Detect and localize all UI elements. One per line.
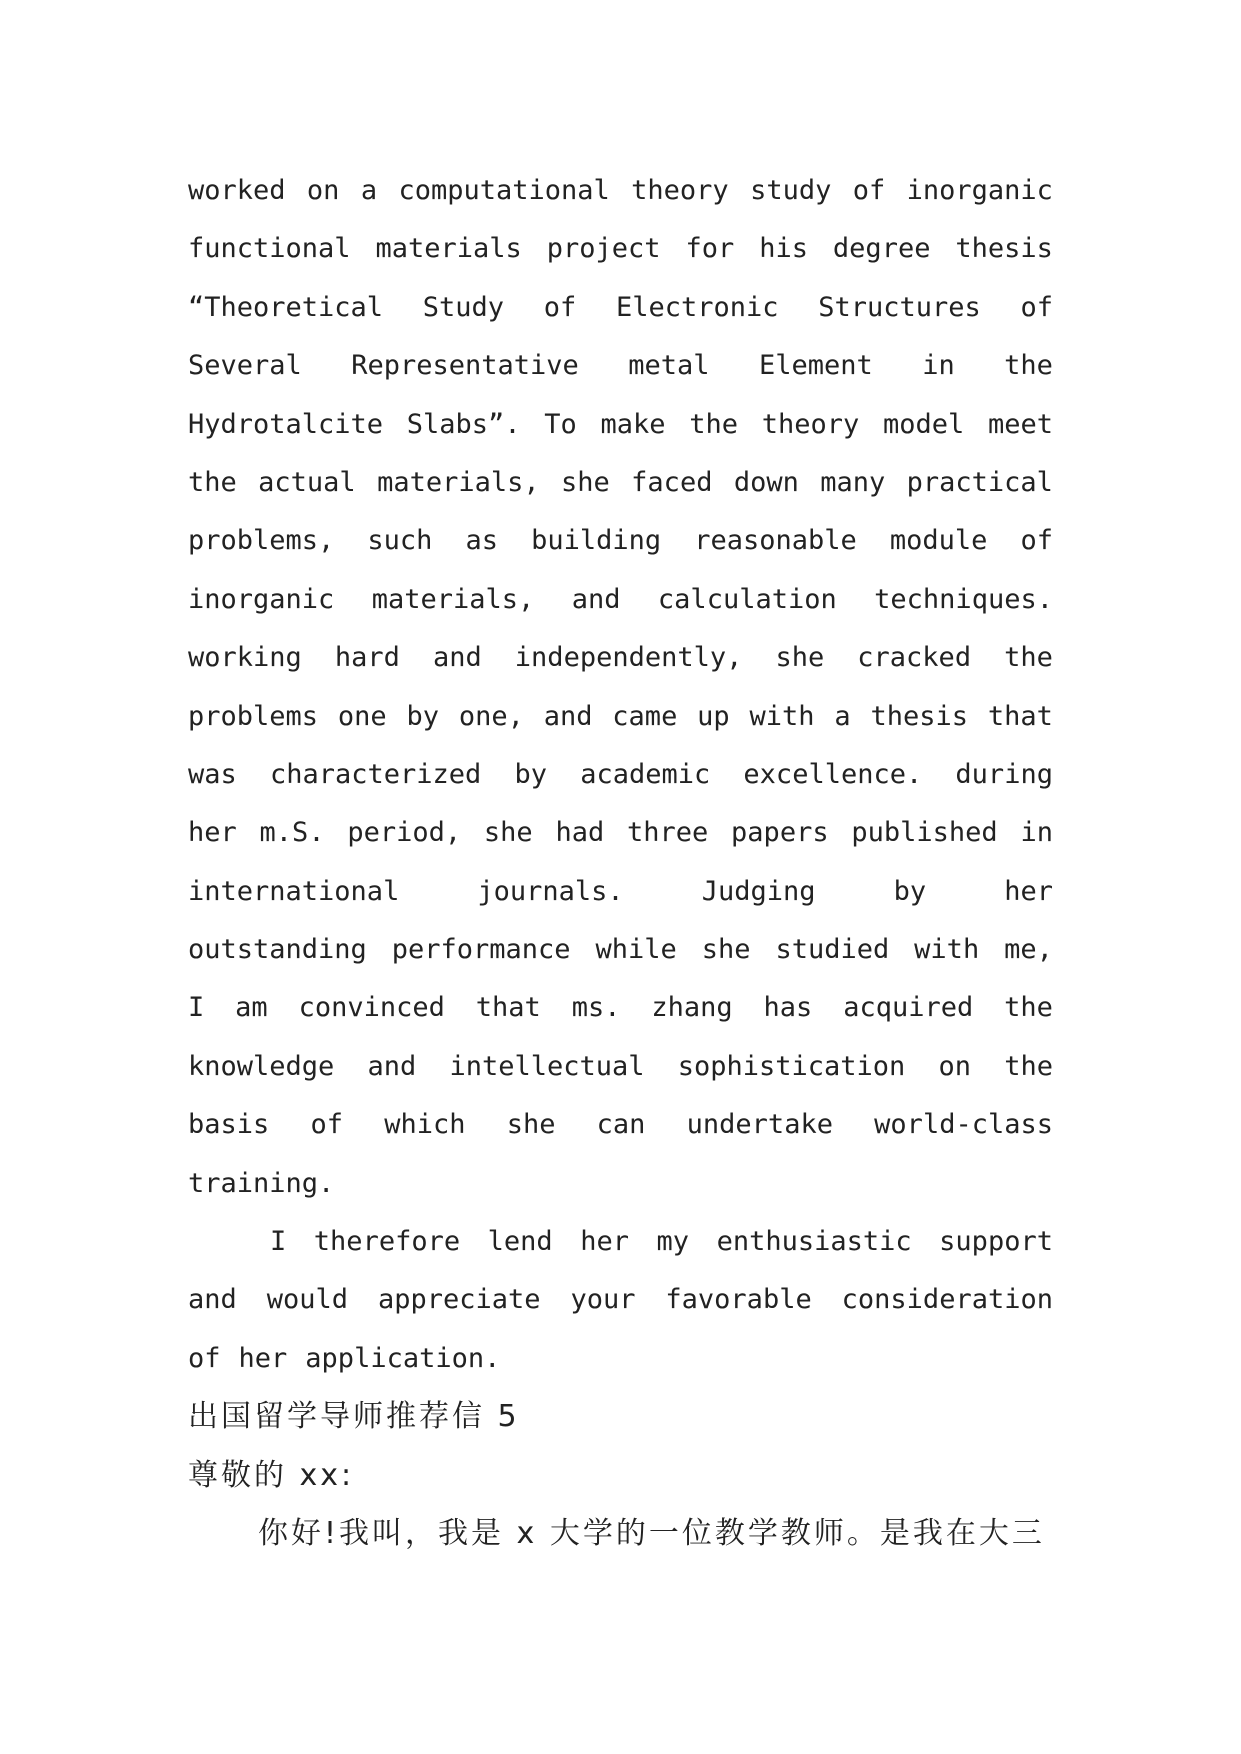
word: zhang [651,992,733,1024]
word: Judging [701,875,816,907]
word: I [188,992,205,1024]
word: your [570,1284,636,1316]
word: To [544,408,577,440]
word: as [465,525,499,557]
word: of [1020,291,1053,323]
word: support [939,1226,1053,1258]
text-line [188,454,1053,512]
word: by [893,875,927,907]
word: Hydrotalcite [188,408,384,440]
word: ms. [571,992,621,1024]
word: application. [305,1342,501,1374]
word: sophistication [677,1050,906,1082]
word: “Theoretical [188,291,384,323]
text-line [188,1038,1053,1096]
word: make [600,408,666,440]
word: project [546,233,661,265]
word: excellence. [743,758,923,790]
word: would [266,1284,348,1316]
word: model [882,408,965,440]
word: Study [422,291,505,323]
heading-text: 出国留学导师推荐信 5 [188,1399,520,1435]
word: by [514,758,547,790]
text-line [188,396,1053,454]
word: practical [906,466,1053,498]
word: her [1004,875,1053,907]
word: therefore [313,1226,461,1258]
word: convinced [298,992,445,1024]
word: one [337,700,387,732]
text-line [188,921,1053,979]
word: that [987,700,1053,732]
word: her [238,1342,288,1374]
word: building [531,525,662,557]
text-line [188,1096,1053,1154]
word: had [555,817,605,849]
word: the [689,408,739,440]
text-line [188,571,1053,629]
word: can [596,1109,646,1141]
word: which [384,1109,466,1141]
word: and [367,1050,417,1082]
text-line [188,1330,1053,1388]
word: thesis [870,700,968,732]
word: his [759,233,808,265]
text-line [188,279,1053,337]
word: actual [258,466,356,498]
word: materials [375,233,522,265]
word: favorable [665,1284,812,1316]
word: knowledge [188,1050,335,1082]
word: academic [580,758,711,790]
word: has [763,992,813,1024]
word: of [543,291,577,323]
word: the [1004,350,1053,382]
word: theory [761,408,860,440]
word: she [506,1109,556,1141]
word: training. [188,1167,335,1199]
word: meet [987,408,1053,440]
text-line [188,512,1053,570]
word: three [627,817,709,849]
word: a [360,175,378,206]
word: acquired [843,992,974,1024]
text-line [188,746,1053,804]
word: period, [347,817,462,849]
word: I [270,1226,287,1258]
section-heading [188,1388,1053,1446]
word: functional [188,233,351,265]
word: hard [334,642,400,674]
text-line [188,162,1053,220]
word: the [1004,1050,1053,1082]
word: m.S. [259,817,325,849]
word: of [1020,525,1053,557]
text-line [188,1271,1053,1329]
word: such [367,525,433,557]
word: in [1020,817,1053,849]
word: module [889,525,988,557]
word: cracked [857,642,972,674]
word: was [188,758,237,790]
opening-text: 你好!我叫，我是 x 大学的一位教学教师。是我在大三 [258,1515,1045,1551]
text-line [188,863,1053,921]
word: a [834,700,851,732]
word: basis [188,1109,270,1141]
word: consideration [841,1284,1053,1316]
word: with [914,934,980,966]
text-line [188,688,1053,746]
word: papers [731,817,829,849]
text-line [188,337,1053,395]
word: my [656,1226,690,1258]
word: am [235,992,268,1024]
word: she [483,817,533,849]
text-line [188,804,1053,862]
text-line [188,1213,1053,1271]
word: the [1004,642,1053,674]
word: working [188,642,302,674]
word: computational [398,175,610,206]
letter-body [188,162,1053,1563]
word: calculation [657,583,837,615]
word: and [188,1284,237,1316]
text-line [188,1155,1053,1213]
word: faced [631,466,713,498]
word: and [543,700,593,732]
word: she [701,934,751,966]
word: with [749,700,815,732]
word: up [697,700,730,732]
word: on [938,1050,972,1082]
word: performance [391,934,571,966]
word: Several [188,350,302,382]
word: outstanding [188,934,367,966]
word: for [685,233,735,265]
word: she [775,642,825,674]
word: came [612,700,678,732]
word: characterized [269,758,482,790]
salutation-text: 尊敬的 xx: [188,1457,355,1493]
word: studied [775,934,890,966]
word: problems, [188,525,335,557]
word: that [475,992,541,1024]
word: undertake [686,1109,833,1141]
word: Structures [818,291,981,323]
word: appreciate [377,1284,541,1316]
word: world-class [874,1109,1053,1141]
word: problems [188,700,319,732]
word: her [580,1226,629,1258]
word: enthusiastic [716,1226,912,1258]
word: Electronic [615,291,779,323]
word: and [432,642,482,674]
word: thesis [955,233,1053,265]
word: during [955,758,1053,790]
word: theory [631,175,729,206]
word: international [188,875,400,907]
word: on [306,175,340,206]
word: lend [487,1226,553,1258]
word: one, [458,700,524,732]
word: down [733,466,799,498]
word: intellectual [449,1050,645,1082]
word: her [188,817,237,849]
word: techniques. [874,583,1053,615]
word: inorganic [906,175,1053,206]
opening-line [188,1505,1053,1563]
word: study [750,175,832,206]
salutation [188,1447,1053,1505]
word: of [310,1109,343,1141]
word: while [595,934,677,966]
word: of [852,175,886,206]
word: many [820,466,886,498]
word: by [406,700,439,732]
word: she [561,466,610,498]
word: independently, [514,642,743,674]
word: Element [758,350,873,382]
word: reasonable [694,525,857,557]
word: and [571,583,621,615]
text-line [188,629,1053,687]
word: me, [1004,934,1053,966]
text-line [188,220,1053,278]
word: materials, [377,466,540,498]
word: inorganic [188,583,335,615]
word: journals. [477,875,624,907]
word: metal [628,350,710,382]
word: worked [188,175,286,206]
word: the [188,466,237,498]
word: Representative [351,350,579,382]
word: the [1004,992,1053,1024]
word: Slabs”. [406,408,521,440]
word: in [922,350,955,382]
word: of [188,1342,221,1374]
text-line [188,979,1053,1037]
word: degree [832,233,931,265]
word: materials, [371,583,535,615]
word: published [851,817,998,849]
